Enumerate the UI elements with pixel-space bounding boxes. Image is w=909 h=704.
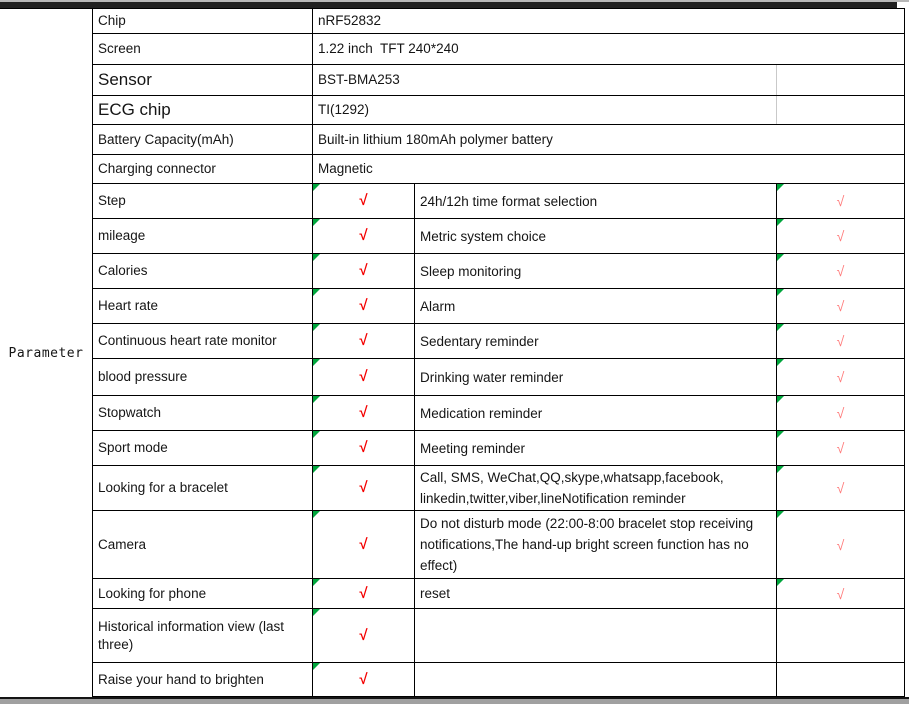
cell-corner-marker-icon [313, 324, 320, 331]
checkmark-cell[interactable] [313, 396, 415, 430]
table-row [93, 34, 904, 65]
feature-name: Stopwatch [98, 405, 162, 420]
cell-corner-marker-icon [777, 289, 784, 296]
merged-row-header-cell[interactable] [0, 9, 93, 697]
table-row [93, 9, 904, 34]
feature-name: Drinking water reminder [420, 369, 564, 385]
feature-name: reset [420, 586, 451, 601]
checkmark-icon: √ [836, 298, 845, 314]
table-row [93, 254, 904, 289]
table-row [93, 155, 904, 184]
cell-corner-marker-icon [313, 609, 320, 616]
empty-cell[interactable] [777, 663, 904, 696]
cell-corner-marker-icon [777, 466, 784, 473]
feature-name-cell[interactable] [415, 579, 777, 608]
feature-name: Calories [98, 263, 148, 278]
spec-name-cell[interactable] [93, 155, 313, 183]
feature-name-cell[interactable] [415, 511, 777, 578]
spec-value-cell[interactable] [313, 34, 904, 64]
table-row [93, 125, 904, 155]
feature-name-cell[interactable] [93, 431, 313, 465]
checkmark-icon: √ [836, 480, 845, 496]
checkmark-cell[interactable] [313, 184, 415, 218]
feature-name-cell[interactable] [93, 254, 313, 288]
feature-name: Sleep monitoring [420, 263, 522, 279]
cell-corner-marker-icon [313, 219, 320, 226]
cell-corner-marker-icon [313, 663, 320, 670]
row-header-label: Parameter [8, 345, 84, 361]
checkmark-cell[interactable] [313, 289, 415, 323]
spec-name: Screen [98, 41, 141, 56]
spec-value: 1.22 inch TFT 240*240 [318, 41, 459, 56]
cell-corner-marker-icon [313, 579, 320, 586]
feature-name: Raise your hand to brighten [98, 671, 264, 687]
checkmark-cell[interactable] [313, 663, 415, 696]
feature-name: Looking for a bracelet [98, 480, 228, 495]
feature-name: Historical information view (last three) [98, 618, 285, 652]
bottom-window-bar [0, 697, 909, 704]
cell-corner-marker-icon [313, 396, 320, 403]
feature-name-cell[interactable] [93, 609, 313, 662]
feature-name-cell[interactable] [93, 219, 313, 253]
table-row [93, 466, 904, 511]
checkmark-cell[interactable] [313, 511, 415, 578]
empty-cell[interactable] [415, 609, 777, 662]
spec-value: Magnetic [318, 161, 373, 176]
empty-cell[interactable] [777, 609, 904, 662]
checkmark-icon: √ [359, 297, 368, 314]
spec-value: Built-in lithium 180mAh polymer battery [318, 131, 553, 147]
feature-name: Metric system choice [420, 228, 547, 244]
table-row [93, 579, 904, 609]
checkmark-icon: √ [359, 439, 368, 456]
feature-name-cell[interactable] [415, 359, 777, 395]
feature-name-cell[interactable] [415, 219, 777, 253]
feature-name-cell[interactable] [93, 359, 313, 395]
table-row [93, 396, 904, 431]
cell-corner-marker-icon [313, 511, 320, 518]
checkmark-cell[interactable] [313, 324, 415, 358]
spec-name: ECG chip [98, 100, 171, 119]
spec-value: nRF52832 [318, 13, 382, 28]
feature-name: Heart rate [98, 298, 159, 313]
feature-name-cell[interactable] [93, 289, 313, 323]
feature-name: Meeting reminder [420, 440, 526, 456]
spec-name: Charging connector [98, 161, 216, 176]
checkmark-cell[interactable] [313, 609, 415, 662]
checkmark-icon: √ [359, 626, 368, 644]
spec-value-cell[interactable] [313, 96, 777, 124]
checkmark-cell[interactable] [777, 431, 904, 465]
empty-cell[interactable] [777, 96, 904, 124]
table-row [93, 511, 904, 579]
cell-corner-marker-icon [777, 511, 784, 518]
feature-name-cell[interactable] [415, 324, 777, 358]
table-row [93, 663, 904, 697]
checkmark-cell[interactable] [777, 289, 904, 323]
table-row [93, 219, 904, 254]
feature-name: Sport mode [98, 440, 168, 455]
spec-name-cell[interactable] [93, 65, 313, 95]
top-window-bar [0, 0, 909, 8]
parameter-table [0, 8, 905, 697]
checkmark-cell[interactable] [313, 219, 415, 253]
checkmark-icon: √ [836, 333, 845, 349]
feature-name: Camera [98, 536, 147, 552]
spec-value-cell[interactable] [313, 155, 904, 183]
checkmark-cell[interactable] [777, 219, 904, 253]
table-row [93, 184, 904, 219]
table-rows [93, 9, 904, 697]
checkmark-icon: √ [836, 228, 845, 244]
checkmark-cell[interactable] [777, 184, 904, 218]
checkmark-cell[interactable] [313, 359, 415, 395]
cell-corner-marker-icon [777, 184, 784, 191]
checkmark-icon: √ [836, 440, 845, 456]
cell-corner-marker-icon [777, 396, 784, 403]
feature-name: Medication reminder [420, 405, 543, 421]
feature-name: Looking for phone [98, 585, 207, 601]
empty-cell[interactable] [777, 65, 904, 95]
feature-name-cell[interactable] [93, 184, 313, 218]
feature-name-cell[interactable] [415, 254, 777, 288]
checkmark-cell[interactable] [313, 254, 415, 288]
checkmark-cell[interactable] [313, 579, 415, 608]
checkmark-icon: √ [836, 405, 845, 421]
spec-value-cell[interactable] [313, 125, 904, 154]
cell-corner-marker-icon [777, 254, 784, 261]
cell-corner-marker-icon [313, 254, 320, 261]
checkmark-icon: √ [359, 670, 368, 688]
checkmark-icon: √ [359, 262, 368, 279]
feature-name-cell[interactable] [93, 324, 313, 358]
cell-corner-marker-icon [777, 579, 784, 586]
spec-name: Sensor [98, 70, 152, 89]
feature-name-cell[interactable] [93, 466, 313, 510]
feature-name: Continuous heart rate monitor [98, 333, 277, 348]
checkmark-cell[interactable] [313, 466, 415, 510]
spec-name-cell[interactable] [93, 125, 313, 154]
feature-name-cell[interactable] [93, 579, 313, 608]
checkmark-icon: √ [359, 584, 368, 602]
feature-name: Do not disturb mode (22:00-8:00 bracelet stop receiving notifications,The hand-up bright screen function has no effect) [420, 516, 754, 573]
feature-name: Alarm [420, 298, 456, 314]
cell-corner-marker-icon [313, 466, 320, 473]
feature-name-cell[interactable] [415, 431, 777, 465]
checkmark-cell[interactable] [777, 359, 904, 395]
table-row [93, 289, 904, 324]
feature-name: blood pressure [98, 369, 188, 384]
checkmark-icon: √ [836, 193, 845, 209]
checkmark-cell[interactable] [313, 431, 415, 465]
feature-name: Sedentary reminder [420, 333, 539, 349]
cell-corner-marker-icon [313, 431, 320, 438]
cell-corner-marker-icon [313, 289, 320, 296]
feature-name-cell[interactable] [93, 511, 313, 578]
feature-name-cell[interactable] [415, 466, 777, 510]
spec-value-cell[interactable] [313, 9, 904, 33]
spec-name-cell[interactable] [93, 34, 313, 64]
table-row [93, 96, 904, 125]
checkmark-icon: √ [836, 263, 845, 279]
checkmark-icon: √ [836, 536, 845, 553]
spec-name-cell[interactable] [93, 9, 313, 33]
empty-cell[interactable] [415, 663, 777, 696]
spec-value: TI(1292) [318, 102, 370, 117]
table-row [93, 65, 904, 96]
cell-corner-marker-icon [777, 359, 784, 366]
checkmark-icon: √ [359, 192, 368, 209]
cell-corner-marker-icon [313, 184, 320, 191]
feature-name-cell[interactable] [415, 396, 777, 430]
checkmark-icon: √ [359, 227, 368, 244]
feature-name-cell[interactable] [93, 396, 313, 430]
checkmark-icon: √ [836, 585, 845, 602]
checkmark-icon: √ [359, 479, 368, 496]
checkmark-cell[interactable] [777, 579, 904, 608]
table-row [93, 359, 904, 396]
checkmark-cell[interactable] [777, 396, 904, 430]
checkmark-icon: √ [359, 332, 368, 349]
cell-corner-marker-icon [777, 431, 784, 438]
checkmark-icon: √ [359, 368, 368, 385]
spec-value-cell[interactable] [313, 65, 777, 95]
checkmark-icon: √ [359, 404, 368, 421]
table-row [93, 431, 904, 466]
checkmark-cell[interactable] [777, 511, 904, 578]
feature-name: 24h/12h time format selection [420, 193, 598, 209]
feature-name: Step [98, 193, 126, 208]
checkmark-icon: √ [836, 369, 845, 385]
feature-name: mileage [98, 228, 146, 243]
cell-corner-marker-icon [777, 219, 784, 226]
spec-name: Battery Capacity(mAh) [98, 131, 234, 147]
checkmark-icon: √ [359, 535, 368, 553]
cell-corner-marker-icon [777, 324, 784, 331]
table-row [93, 324, 904, 359]
feature-name-cell[interactable] [415, 289, 777, 323]
checkmark-cell[interactable] [777, 466, 904, 510]
feature-name-cell[interactable] [415, 184, 777, 218]
feature-name-cell[interactable] [93, 663, 313, 696]
checkmark-cell[interactable] [777, 254, 904, 288]
spec-name: Chip [98, 13, 126, 28]
cell-corner-marker-icon [313, 359, 320, 366]
feature-name: Call, SMS, WeChat,QQ,skype,whatsapp,facebook, linkedin,twitter,viber,lineNotification reminder [420, 470, 724, 506]
checkmark-cell[interactable] [777, 324, 904, 358]
table-row [93, 609, 904, 663]
spec-name-cell[interactable] [93, 96, 313, 124]
spec-value: BST-BMA253 [318, 72, 400, 87]
